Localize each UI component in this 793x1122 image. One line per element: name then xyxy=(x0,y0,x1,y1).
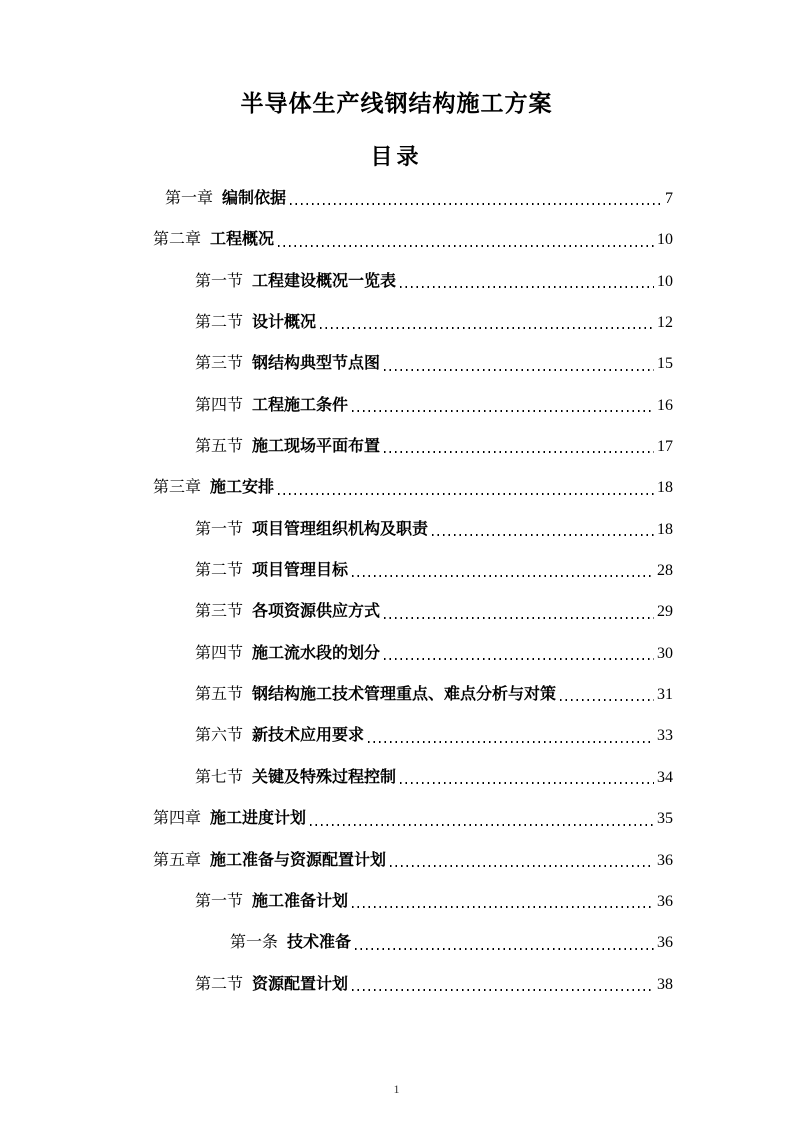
toc-page-number: 10 xyxy=(657,231,673,249)
toc-entry xyxy=(0,881,793,922)
toc-entry xyxy=(0,757,793,798)
toc-entry xyxy=(0,261,793,302)
toc-entry-title: 工程建设概况一览表 xyxy=(252,272,397,290)
toc-entry-title: 钢结构典型节点图 xyxy=(252,355,381,373)
toc-entry-label: 第二章 xyxy=(153,231,202,249)
toc-entry xyxy=(0,591,793,632)
toc-dot-leader xyxy=(352,964,654,1005)
toc-dot-leader xyxy=(384,591,654,632)
toc-dot-leader xyxy=(400,757,654,798)
toc-entry-label: 第三节 xyxy=(195,355,244,373)
toc-entry-title: 各项资源供应方式 xyxy=(252,603,381,621)
toc-page-number: 28 xyxy=(657,562,673,580)
toc-dot-leader xyxy=(310,798,654,839)
toc-entry xyxy=(0,343,793,384)
toc-entry xyxy=(0,509,793,550)
toc-entry xyxy=(0,426,793,467)
toc-page-number: 17 xyxy=(657,438,673,456)
toc-page-number: 29 xyxy=(657,603,673,621)
toc-list xyxy=(0,178,793,1005)
toc-dot-leader xyxy=(352,385,654,426)
toc-entry-label: 第二节 xyxy=(195,314,244,332)
toc-entry-label: 第五节 xyxy=(195,438,244,456)
toc-entry-label: 第五节 xyxy=(195,686,244,704)
toc-page-number: 30 xyxy=(657,644,673,662)
toc-entry-label: 第四节 xyxy=(195,396,244,414)
toc-entry-title: 工程施工条件 xyxy=(252,396,349,414)
toc-entry-label: 第一条 xyxy=(230,934,279,952)
toc-entry xyxy=(0,178,793,219)
toc-page-number: 34 xyxy=(657,768,673,786)
toc-dot-leader xyxy=(384,343,654,384)
toc-entry-title: 项目管理目标 xyxy=(252,562,349,580)
toc-entry xyxy=(0,798,793,839)
toc-entry-label: 第一节 xyxy=(195,272,244,290)
toc-entry-title: 施工进度计划 xyxy=(210,810,307,828)
toc-dot-leader xyxy=(390,840,654,881)
toc-page-number: 35 xyxy=(657,810,673,828)
toc-page-number: 18 xyxy=(657,520,673,538)
toc-entry-label: 第七节 xyxy=(195,768,244,786)
toc-entry-title: 施工安排 xyxy=(210,479,275,497)
toc-entry-label: 第五章 xyxy=(153,851,202,869)
toc-entry-label: 第四章 xyxy=(153,810,202,828)
toc-entry-label: 第一节 xyxy=(195,520,244,538)
toc-entry-label: 第六节 xyxy=(195,727,244,745)
toc-page-number: 15 xyxy=(657,355,673,373)
toc-entry-title: 项目管理组织机构及职责 xyxy=(252,520,429,538)
footer-page-number: 1 xyxy=(393,1082,400,1096)
toc-entry xyxy=(0,302,793,343)
page-footer xyxy=(0,1080,793,1098)
toc-dot-leader xyxy=(278,219,654,260)
toc-entry-title: 施工流水段的划分 xyxy=(252,644,381,662)
toc-entry-title: 施工准备计划 xyxy=(252,892,349,910)
toc-page-number: 33 xyxy=(657,727,673,745)
toc-dot-leader xyxy=(368,715,654,756)
toc-entry xyxy=(0,674,793,715)
toc-page-number: 38 xyxy=(657,975,673,993)
toc-entry-label: 第二节 xyxy=(195,975,244,993)
toc-entry-label: 第一节 xyxy=(195,892,244,910)
toc-dot-leader xyxy=(352,550,654,591)
toc-entry xyxy=(0,633,793,674)
toc-entry-title: 施工现场平面布置 xyxy=(252,438,381,456)
toc-page-number: 18 xyxy=(657,479,673,497)
toc-dot-leader xyxy=(400,261,654,302)
toc-heading: 目录 xyxy=(370,144,423,169)
toc-dot-leader xyxy=(384,426,654,467)
toc-dot-leader xyxy=(290,178,662,219)
toc-dot-leader xyxy=(355,922,654,963)
toc-dot-leader xyxy=(560,674,654,715)
document-title: 半导体生产线钢结构施工方案 xyxy=(240,90,553,116)
toc-entry-label: 第三章 xyxy=(153,479,202,497)
toc-dot-leader xyxy=(352,881,654,922)
toc-entry-label: 第三节 xyxy=(195,603,244,621)
toc-entry-title: 施工准备与资源配置计划 xyxy=(210,851,387,869)
toc-entry xyxy=(0,840,793,881)
toc-page-number: 16 xyxy=(657,396,673,414)
toc-entry-title: 关键及特殊过程控制 xyxy=(252,768,397,786)
toc-entry xyxy=(0,922,793,963)
toc-dot-leader xyxy=(320,302,654,343)
toc-entry xyxy=(0,219,793,260)
toc-page-number: 36 xyxy=(657,851,673,869)
toc-entry-title: 资源配置计划 xyxy=(252,975,349,993)
toc-entry xyxy=(0,715,793,756)
toc-entry xyxy=(0,964,793,1005)
toc-page-number: 31 xyxy=(657,686,673,704)
toc-dot-leader xyxy=(384,633,654,674)
toc-entry-title: 工程概况 xyxy=(210,231,275,249)
toc-entry xyxy=(0,385,793,426)
toc-dot-leader xyxy=(432,509,654,550)
toc-page-number: 36 xyxy=(657,934,673,952)
toc-entry xyxy=(0,550,793,591)
toc-entry-title: 新技术应用要求 xyxy=(252,727,365,745)
toc-page-number: 36 xyxy=(657,892,673,910)
toc-entry-title: 编制依据 xyxy=(222,190,287,207)
toc-page-number: 7 xyxy=(665,190,673,207)
toc-page-number: 10 xyxy=(657,272,673,290)
toc-entry-label: 第二节 xyxy=(195,562,244,580)
toc-entry xyxy=(0,467,793,508)
toc-entry-label: 第四节 xyxy=(195,644,244,662)
toc-entry-title: 设计概况 xyxy=(252,314,317,332)
toc-dot-leader xyxy=(278,467,654,508)
toc-entry-title: 钢结构施工技术管理重点、难点分析与对策 xyxy=(252,686,557,704)
toc-entry-title: 技术准备 xyxy=(287,934,352,952)
toc-entry-label: 第一章 xyxy=(165,190,214,207)
toc-page-number: 12 xyxy=(657,314,673,332)
